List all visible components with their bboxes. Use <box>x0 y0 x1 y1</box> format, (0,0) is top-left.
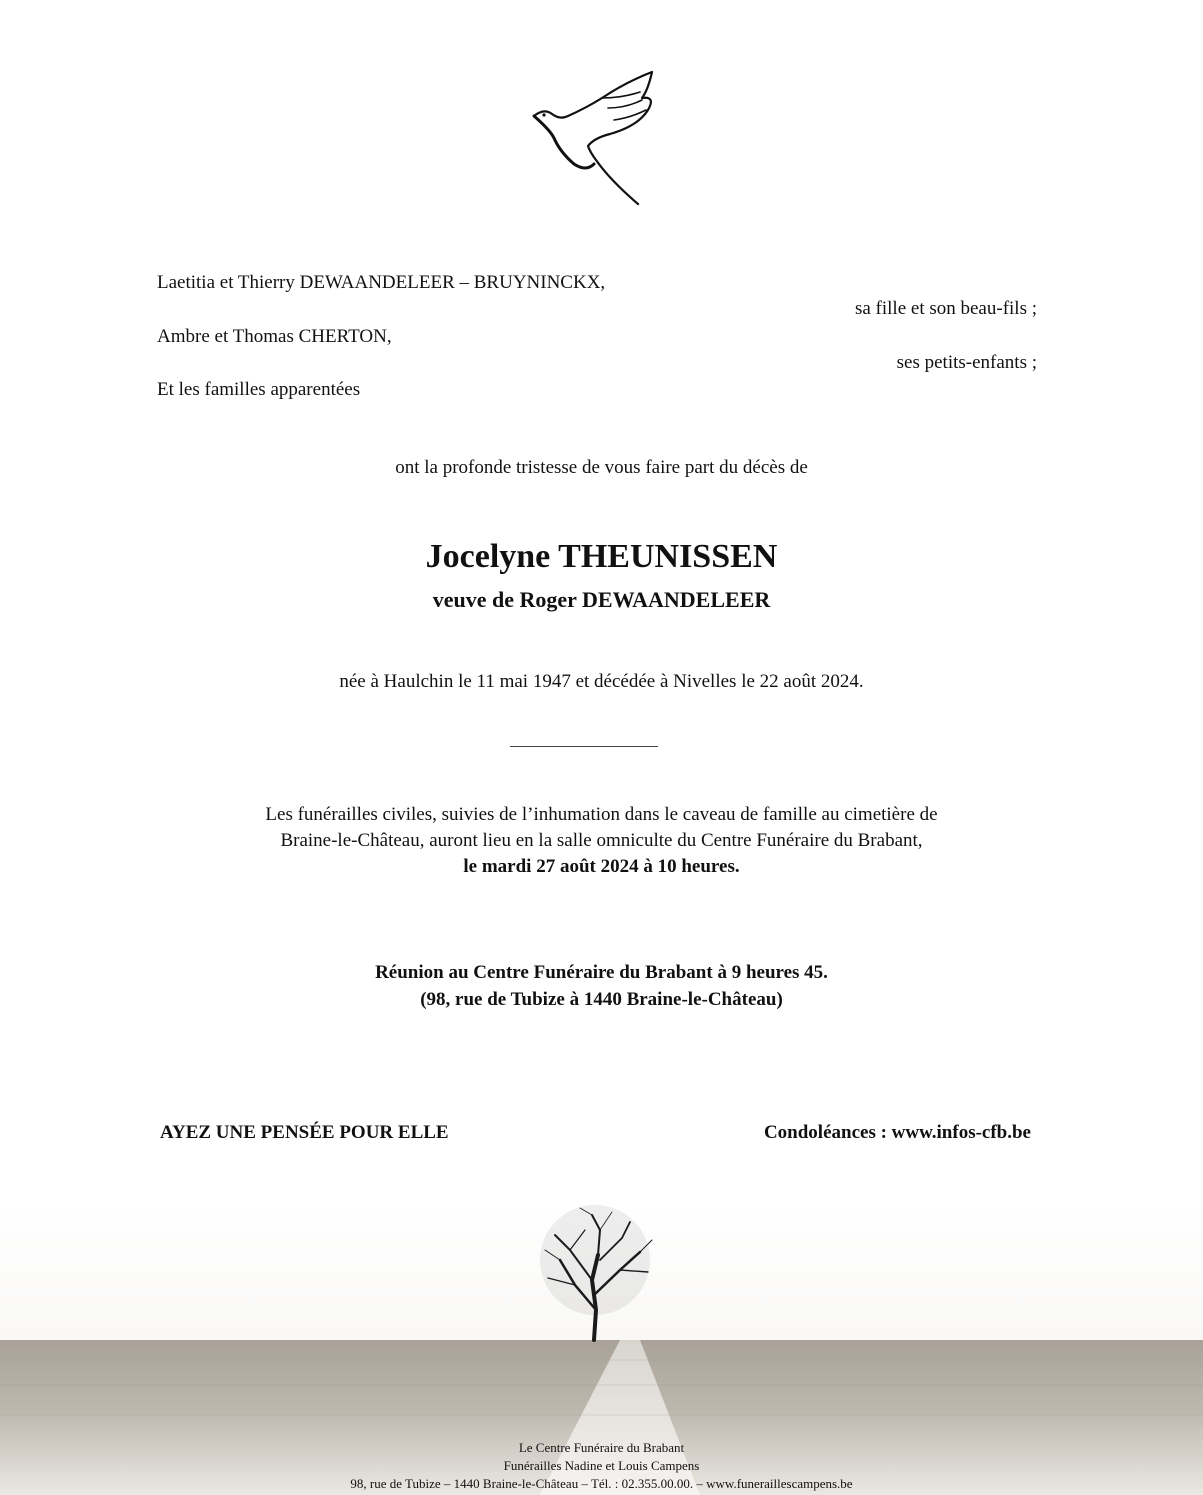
deceased-subtitle: veuve de Roger DEWAANDELEER <box>432 587 771 612</box>
footer-contact: 98, rue de Tubize – 1440 Braine-le-Château – Tél. : 02.355.00.00. – www.funeraillescampens.be <box>350 1476 853 1491</box>
ceremony-date: le mardi 27 août 2024 à 10 heures. <box>463 856 740 877</box>
family-relation-grandchildren: ses petits-enfants ; <box>896 352 1037 373</box>
condolences-link[interactable]: Condoléances : www.infos-cfb.be <box>763 1122 1031 1143</box>
meeting-line-1: Réunion au Centre Funéraire du Brabant à 9 heures 45. <box>375 962 828 983</box>
family-relation-daughter: sa fille et son beau-fils ; <box>854 298 1037 319</box>
family-line-daughter: Laetitia et Thierry DEWAANDELEER – BRUYNINCKX, <box>157 272 606 293</box>
announcement-text: ont la profonde tristesse de vous faire part du décès de <box>395 457 808 478</box>
meeting-address: (98, rue de Tubize à 1440 Braine-le-Château) <box>420 989 783 1010</box>
ceremony-line-2: Braine-le-Château, auront lieu en la salle omniculte du Centre Funéraire du Brabant, <box>280 830 923 851</box>
divider <box>510 746 658 747</box>
ceremony-line-1: Les funérailles civiles, suivies de l’inhumation dans le caveau de famille au cimetière de <box>265 804 938 825</box>
deceased-name: Jocelyne THEUNISSEN <box>425 538 778 575</box>
family-line-grandchildren: Ambre et Thomas CHERTON, <box>157 326 392 347</box>
footer-company: Le Centre Funéraire du Brabant <box>518 1440 685 1455</box>
closing-thought: AYEZ UNE PENSÉE POUR ELLE <box>160 1122 449 1143</box>
footer-names: Funérailles Nadine et Louis Campens <box>503 1458 700 1473</box>
family-line-relatives: Et les familles apparentées <box>157 379 361 400</box>
dove-icon <box>530 68 660 208</box>
deceased-dates: née à Haulchin le 11 mai 1947 et décédée à Nivelles le 22 août 2024. <box>339 671 864 692</box>
